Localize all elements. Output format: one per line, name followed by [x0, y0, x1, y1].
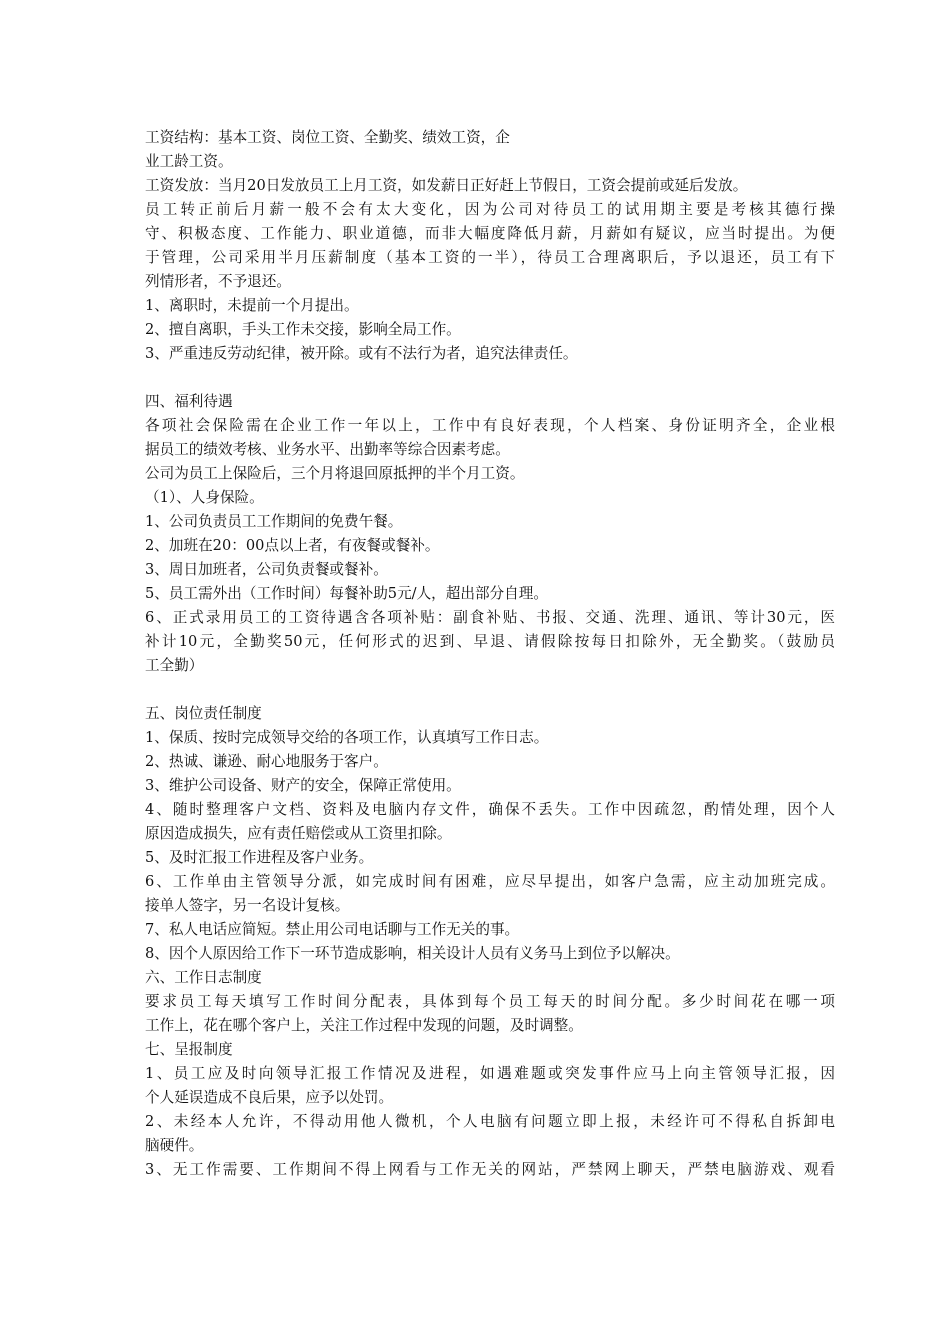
list-item: 5、员工需外出（工作时间）每餐补助5元/人，超出部分自理。 — [145, 585, 548, 602]
text-line: 据员工的绩效考核、业务水平、出勤率等综合因素考虑。 — [145, 441, 510, 458]
blank-line — [145, 366, 835, 390]
list-item: 3、维护公司设备、财产的安全，保障正常使用。 — [145, 777, 461, 794]
list-item: 2、热诚、谦逊、耐心地服务于客户。 — [145, 753, 388, 770]
list-item: 7、私人电话应简短。禁止用公司电话聊与工作无关的事。 — [145, 921, 520, 938]
text-line: 要求员工每天填写工作时间分配表，具体到每个员工每天的时间分配。多少时间花在哪一项 — [145, 993, 835, 1010]
text-line: 工资结构：基本工资、岗位工资、全勤奖、绩效工资，企 — [145, 129, 510, 146]
list-item: 6、工作单由主管领导分派，如完成时间有困难，应尽早提出，如客户急需，应主动加班完成。 — [145, 873, 835, 890]
section-heading: 四、福利待遇 — [145, 393, 233, 410]
list-item: 3、严重违反劳动纪律，被开除。或有不法行为者，追究法律责任。 — [145, 345, 578, 362]
list-item: 1、公司负责员工工作期间的免费午餐。 — [145, 513, 403, 530]
text-line: 工作上，花在哪个客户上，关注工作过程中发现的问题，及时调整。 — [145, 1017, 583, 1034]
list-item: 3、无工作需要、工作期间不得上网看与工作无关的网站，严禁网上聊天，严禁电脑游戏、观看 — [145, 1161, 835, 1178]
list-item: 2、擅自离职，手头工作未交接，影响全局工作。 — [145, 321, 461, 338]
blank-line — [145, 678, 835, 702]
text-line: 原因造成损失，应有责任赔偿或从工资里扣除。 — [145, 825, 452, 842]
text-line: 公司为员工上保险后，三个月将退回原抵押的半个月工资。 — [145, 465, 525, 482]
list-item: 1、保质、按时完成领导交给的各项工作，认真填写工作日志。 — [145, 729, 549, 746]
section-heading: 六、工作日志制度 — [145, 969, 262, 986]
text-line: （1）、人身保险。 — [145, 489, 264, 506]
text-line: 脑硬件。 — [145, 1137, 204, 1154]
text-line: 业工龄工资。 — [145, 153, 233, 170]
document-body — [145, 126, 835, 1182]
section-heading: 五、岗位责任制度 — [145, 705, 262, 722]
text-line: 接单人签字，另一名设计复核。 — [145, 897, 350, 914]
text-line: 补计10元，全勤奖50元，任何形式的迟到、早退、请假除按每日扣除外，无全勤奖。（鼓励员 — [145, 633, 835, 650]
text-line: 个人延误造成不良后果，应予以处罚。 — [145, 1089, 394, 1106]
text-line: 员工转正前后月薪一般不会有太大变化，因为公司对待员工的试用期主要是考核其德行操 — [145, 201, 835, 218]
text-line: 工资发放：当月20日发放员工上月工资，如发薪日正好赶上节假日，工资会提前或延后发放。 — [145, 177, 748, 194]
text-line: 于管理，公司采用半月压薪制度（基本工资的一半），待员工合理离职后，予以退还，员工有下 — [145, 249, 835, 266]
list-item: 3、周日加班者，公司负责餐或餐补。 — [145, 561, 388, 578]
text-line: 守、积极态度、工作能力、职业道德，而非大幅度降低月薪，月薪如有疑议，应当时提出。为便 — [145, 225, 835, 242]
list-item: 6、正式录用员工的工资待遇含各项补贴：副食补贴、书报、交通、洗理、通讯、等计30元，医 — [145, 609, 835, 626]
list-item: 2、未经本人允许，不得动用他人微机，个人电脑有问题立即上报，未经许可不得私自拆卸电 — [145, 1113, 835, 1130]
list-item: 5、及时汇报工作进程及客户业务。 — [145, 849, 374, 866]
section-heading: 七、呈报制度 — [145, 1041, 233, 1058]
list-item: 2、加班在20：00点以上者，有夜餐或餐补。 — [145, 537, 440, 554]
text-line: 各项社会保险需在企业工作一年以上，工作中有良好表现，个人档案、身份证明齐全，企业根 — [145, 417, 835, 434]
text-line: 列情形者，不予退还。 — [145, 273, 291, 290]
list-item: 1、员工应及时向领导汇报工作情况及进程，如遇难题或突发事件应马上向主管领导汇报，因 — [145, 1065, 835, 1082]
text-line: 工全勤） — [145, 657, 204, 674]
list-item: 8、因个人原因给工作下一环节造成影响，相关设计人员有义务马上到位予以解决。 — [145, 945, 680, 962]
list-item: 4、随时整理客户文档、资料及电脑内存文件，确保不丢失。工作中因疏忽，酌情处理，因个人 — [145, 801, 835, 818]
list-item: 1、离职时，未提前一个月提出。 — [145, 297, 359, 314]
